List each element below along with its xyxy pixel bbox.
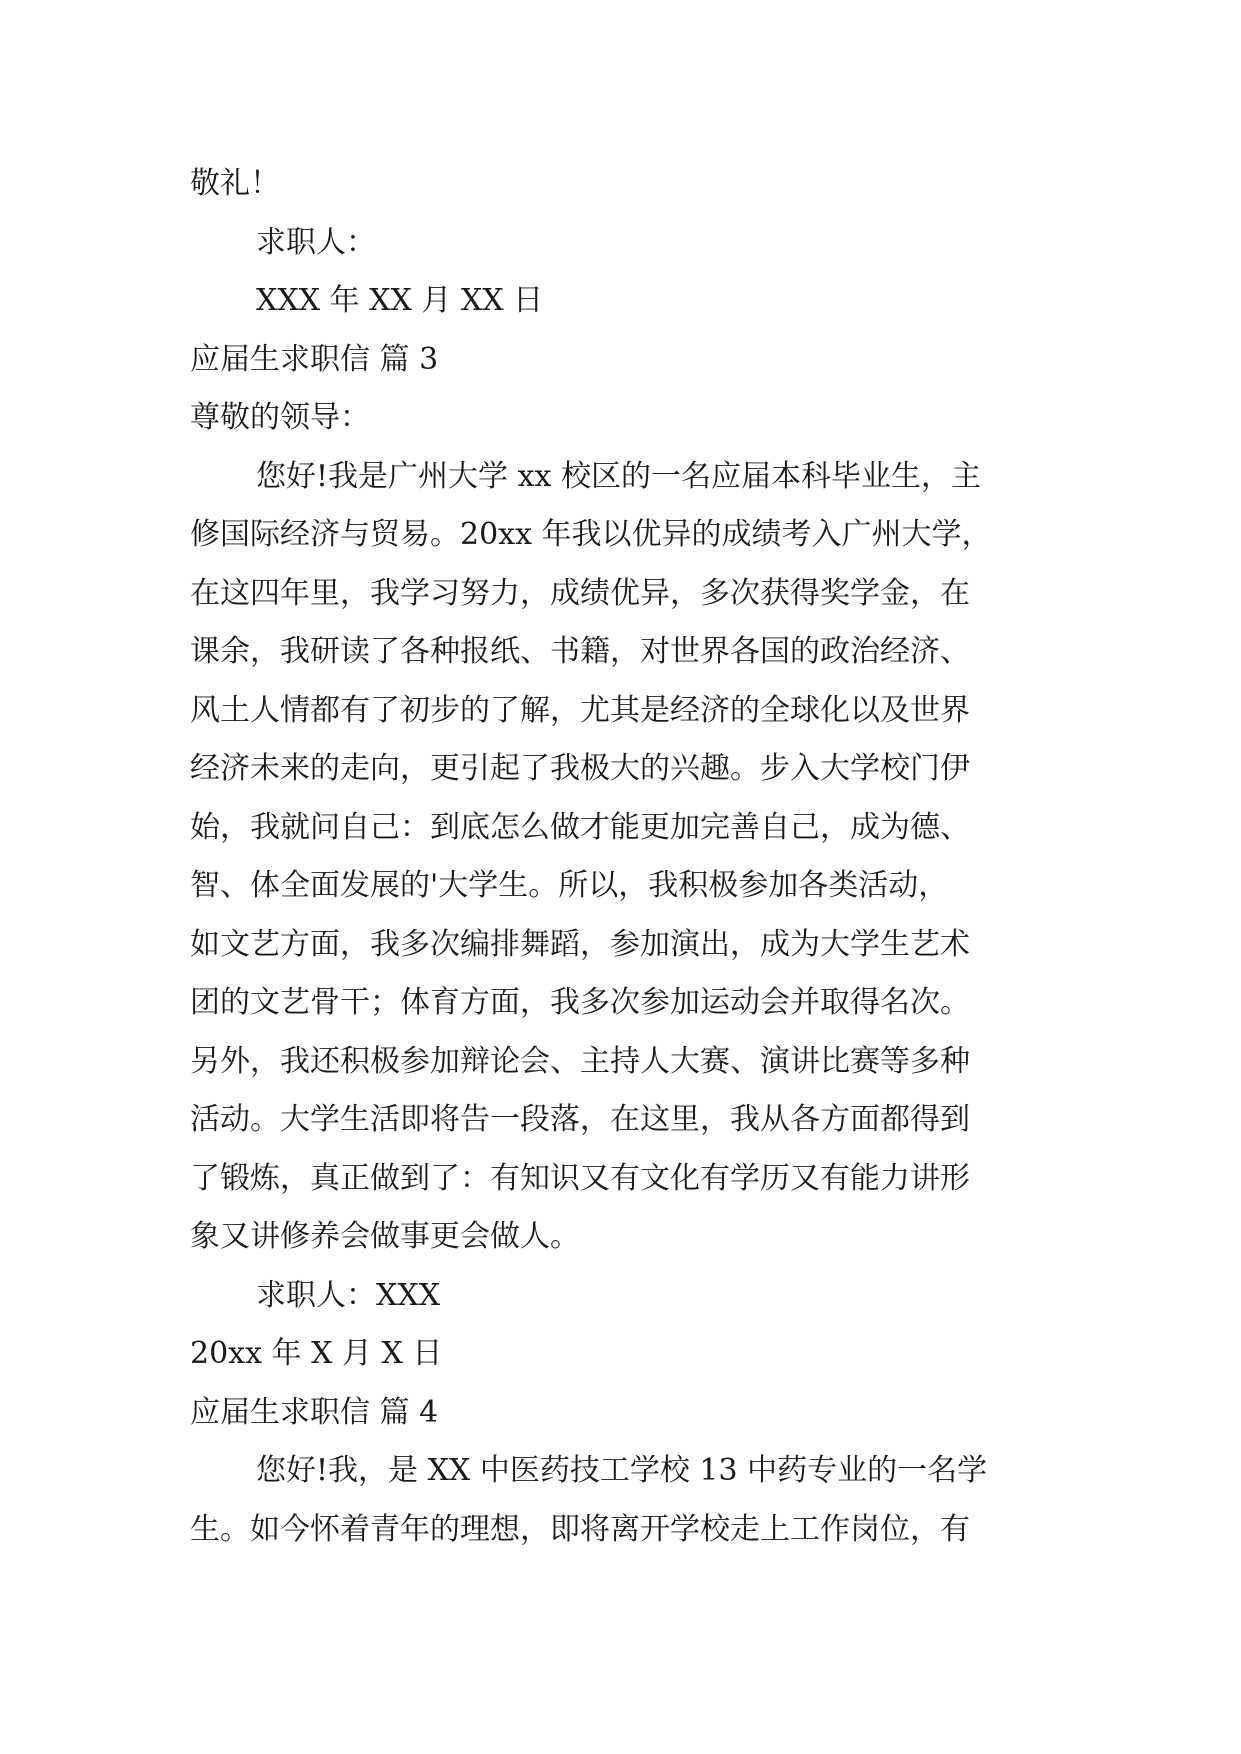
body-line: 在这四年里，我学习努力，成绩优异，多次获得奖学金，在 <box>190 575 970 611</box>
body-line: 智、体全面发展的'大学生。所以，我积极参加各类活动， <box>190 868 949 903</box>
body-line: 活动。大学生活即将告一段落，在这里，我从各方面都得到 <box>190 1102 970 1137</box>
body-line: 始，我就问自己：到底怎么做才能更加完善自己，成为德、 <box>190 809 970 845</box>
applicant-label: 求职人： <box>256 224 376 260</box>
body-line: 您好!我是广州大学 xx 校区的一名应届本科毕业生，主 <box>256 458 981 494</box>
body-line: 风土人情都有了初步的了解，尤其是经济的全球化以及世界 <box>190 692 970 728</box>
closing-salute: 敬礼！ <box>190 166 280 201</box>
applicant-signature: 求职人：XXX <box>256 1277 441 1313</box>
body-line: 修国际经济与贸易。20xx 年我以优异的成绩考入广州大学， <box>190 517 992 552</box>
section-heading-4: 应届生求职信 篇 4 <box>190 1394 439 1430</box>
section-heading-3: 应届生求职信 篇 3 <box>190 341 439 377</box>
body-line: 课余，我研读了各种报纸、书籍，对世界各国的政治经济、 <box>190 634 970 669</box>
document-body <box>190 155 1070 1559</box>
body-line: 另外，我还积极参加辩论会、主持人大赛、演讲比赛等多种 <box>190 1043 970 1079</box>
body-line: 您好!我，是 XX 中医药技工学校 13 中药专业的一名学 <box>256 1453 988 1488</box>
body-line: 如文艺方面，我多次编排舞蹈，参加演出，成为大学生艺术 <box>190 926 970 962</box>
body-line: 了锻炼，真正做到了：有知识又有文化有学历又有能力讲形 <box>190 1160 970 1196</box>
date-line: XXX 年 XX 月 XX 日 <box>256 283 544 318</box>
body-line: 象又讲修养会做事更会做人。 <box>190 1219 580 1254</box>
salutation: 尊敬的领导： <box>190 400 370 435</box>
body-line: 经济未来的走向，更引起了我极大的兴趣。步入大学校门伊 <box>190 751 970 786</box>
date-line: 20xx 年 X 月 X 日 <box>190 1336 443 1371</box>
body-line: 生。如今怀着青年的理想，即将离开学校走上工作岗位，有 <box>190 1511 970 1547</box>
body-line: 团的文艺骨干；体育方面，我多次参加运动会并取得名次。 <box>190 985 970 1020</box>
